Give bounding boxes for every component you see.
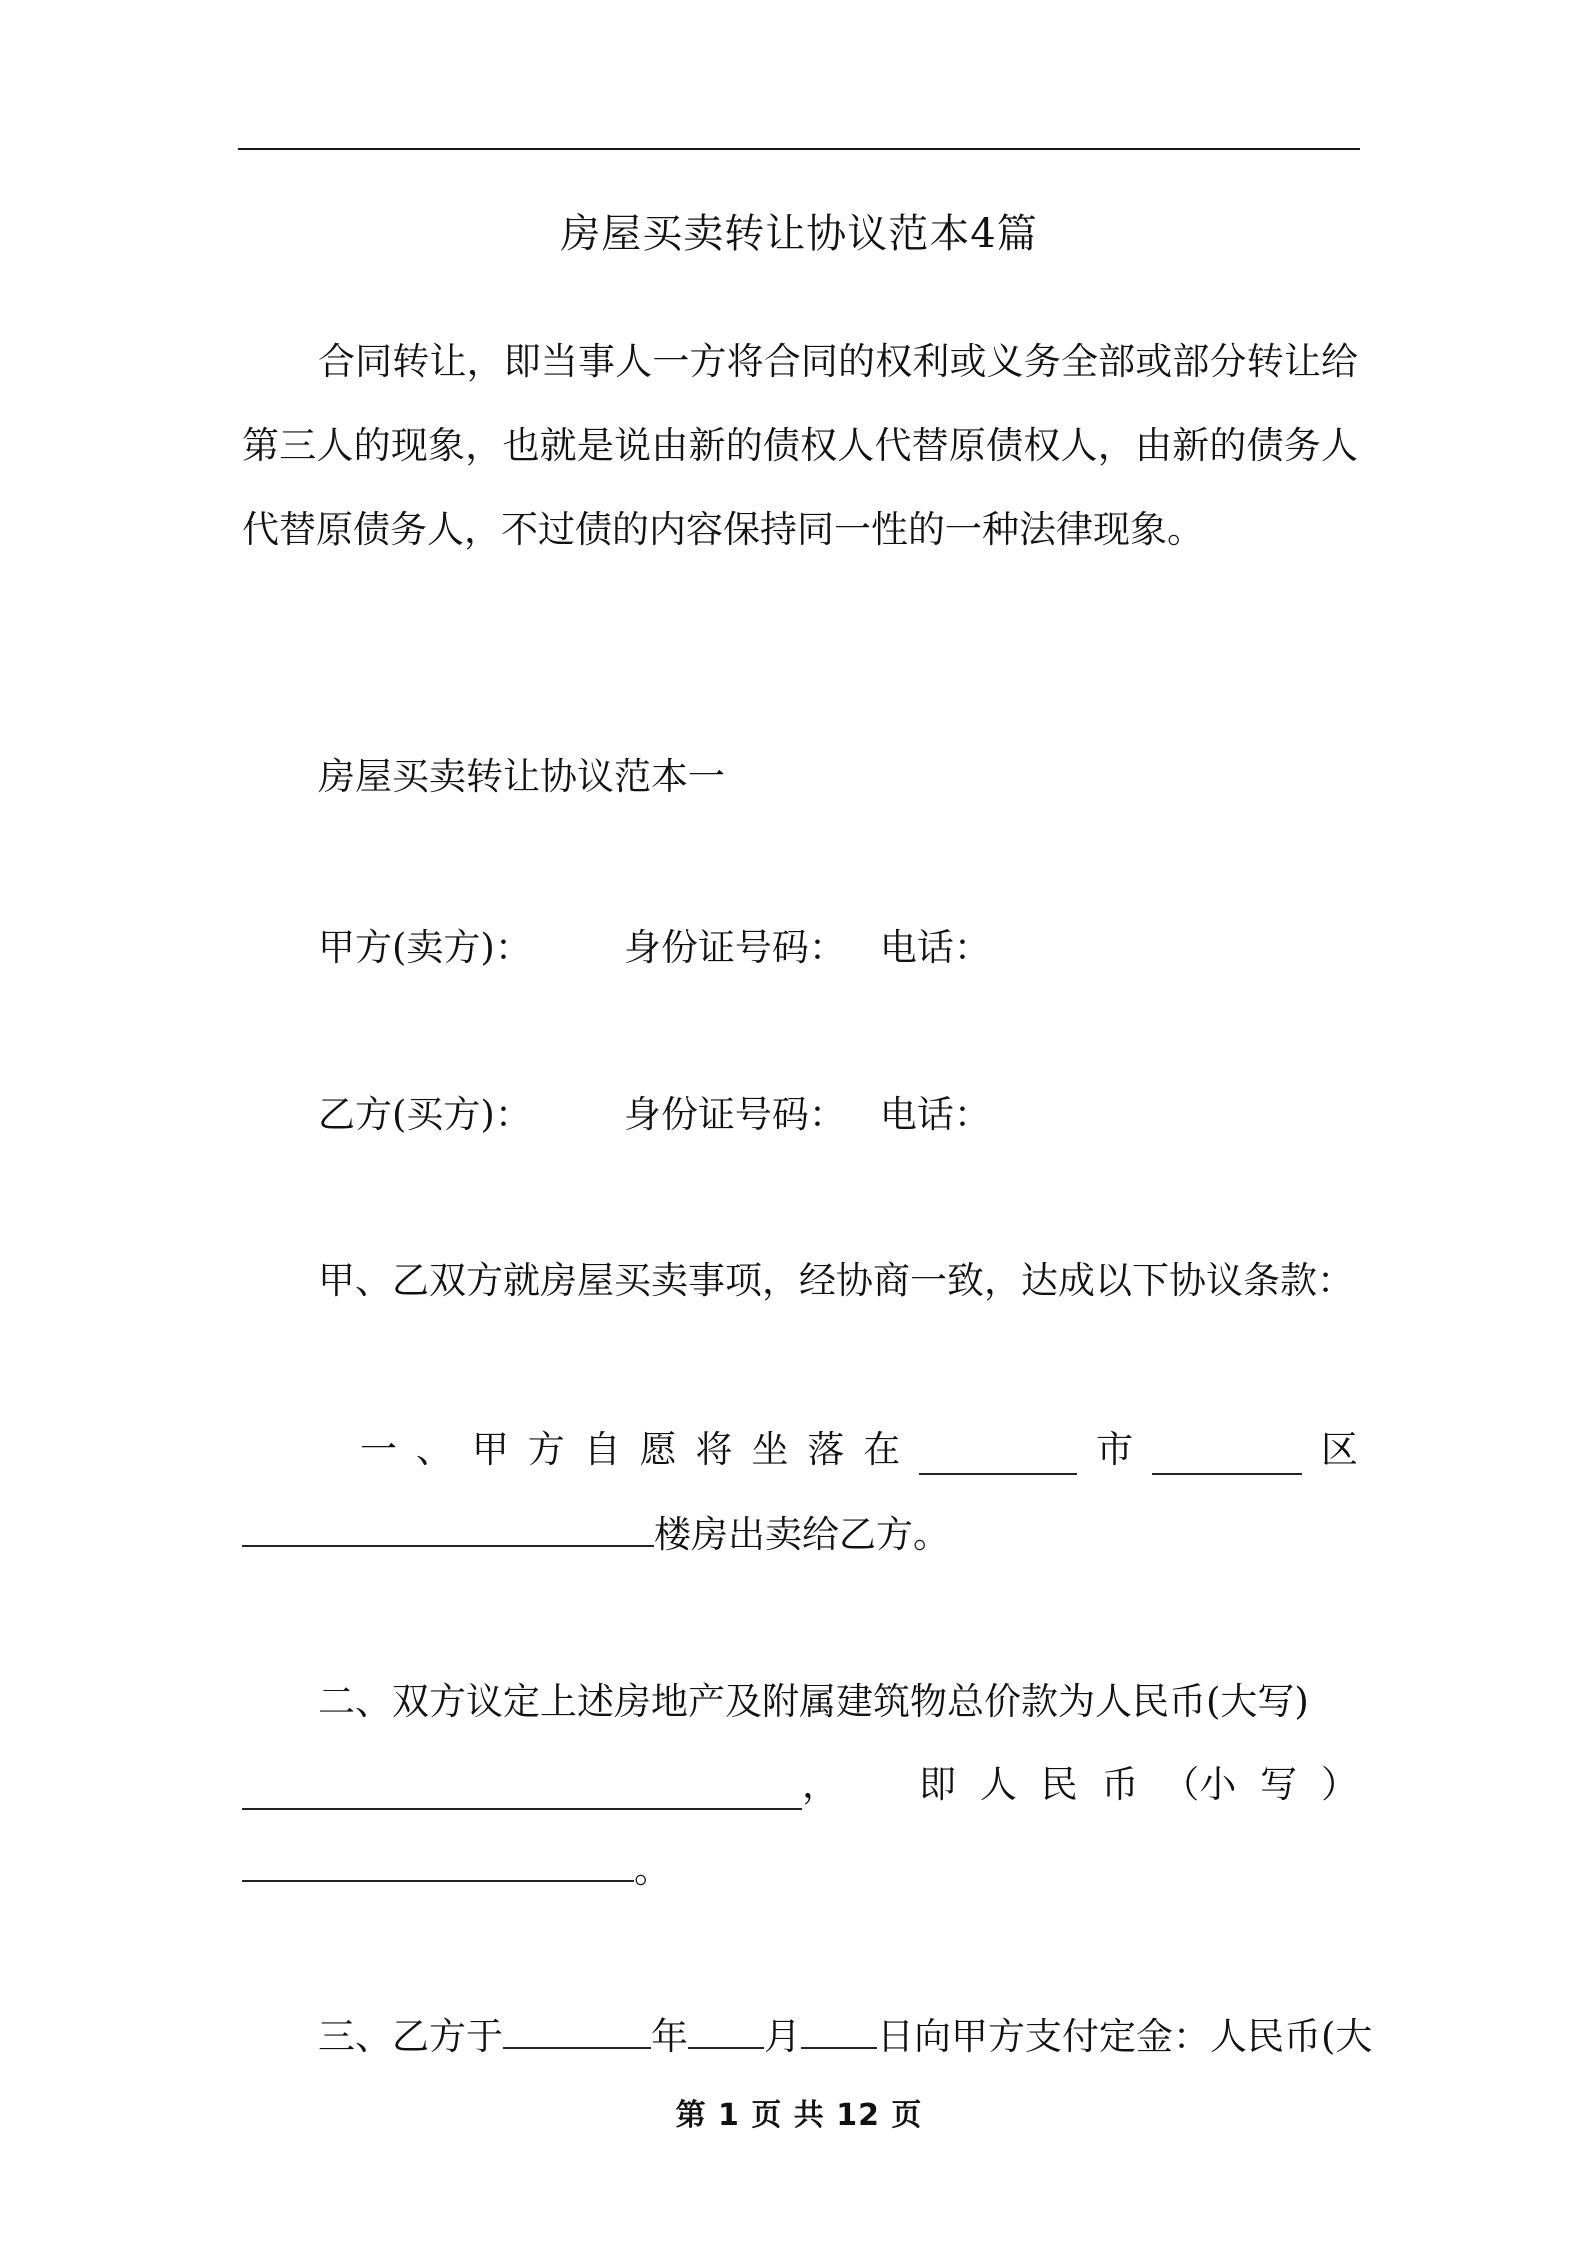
clause1-char: 自 [583, 1428, 621, 1471]
month-blank[interactable] [688, 2013, 764, 2049]
clause2-char: 币 [1101, 1763, 1139, 1806]
clause2-char: 民 [1040, 1763, 1078, 1806]
section-heading: 房屋买卖转让协议范本一 [318, 755, 725, 798]
party-a-phone-label: 电话： [879, 926, 991, 969]
party-b-line [318, 1090, 991, 1140]
district-label: 区 [1320, 1428, 1358, 1471]
party-b-label: 乙方(买方)： [318, 1093, 532, 1136]
clause1-char: 落 [807, 1428, 845, 1471]
clause1-tail: 楼房出卖给乙方。 [654, 1513, 950, 1556]
party-b-id-label: 身份证号码： [623, 1093, 846, 1136]
agreement-line: 甲、乙双方就房屋买卖事项，经协商一致，达成以下协议条款： [318, 1259, 1354, 1302]
clause2-comma: ， [802, 1763, 839, 1806]
clause2-char: 即 [919, 1763, 956, 1806]
clause1-char: 坐 [751, 1428, 789, 1471]
clause1-char: 一 [360, 1428, 397, 1471]
clause2-line1: 二、双方议定上述房地产及附属建筑物总价款为人民币(大写) [318, 1680, 1309, 1723]
year-label: 年 [651, 2015, 688, 2058]
header-rule [238, 148, 1360, 150]
clause3-tail: 日向甲方支付定金：人民币(大 [877, 2015, 1373, 2058]
party-a-line [318, 923, 991, 973]
district-blank[interactable] [1152, 1439, 1302, 1475]
clause2-small-group [919, 1760, 1358, 1810]
clause1-char: 在 [863, 1428, 901, 1471]
intro-paragraph: 合同转让，即当事人一方将合同的权利或义务全部或部分转让给第三人的现象，也就是说由新的债权人代替原债权人，由新的债务人代替原债务人，不过债的内容保持同一性的一种法律现象。 [242, 340, 1358, 551]
clause3-line1 [318, 2012, 1372, 2062]
clause2-line3 [242, 1845, 671, 1895]
clause1-char: 方 [527, 1428, 565, 1471]
clause2-char: 写 [1260, 1763, 1298, 1806]
clause2-char: 人 [979, 1763, 1017, 1806]
clause2-line2 [242, 1760, 1358, 1810]
clause1-line2 [242, 1510, 950, 1560]
clause2-end: 。 [634, 1848, 671, 1891]
clause2-char: ） [1320, 1763, 1358, 1806]
amount-uppercase-blank[interactable] [242, 1774, 802, 1810]
clause3-lead: 三、乙方于 [318, 2015, 503, 2058]
page-footer: 第 1 页 共 12 页 [675, 2098, 923, 2133]
month-label: 月 [764, 2015, 801, 2058]
year-blank[interactable] [503, 2013, 651, 2049]
day-blank[interactable] [801, 2013, 877, 2049]
clause1-char: 将 [695, 1428, 733, 1471]
city-label: 市 [1096, 1428, 1134, 1471]
clause1-char: 愿 [639, 1428, 677, 1471]
clause2-char: （小 [1162, 1763, 1237, 1806]
party-a-label: 甲方(卖方)： [318, 926, 532, 969]
clause1-char: 甲 [471, 1428, 509, 1471]
party-b-phone-label: 电话： [879, 1093, 991, 1136]
clause1-char: 、 [415, 1428, 453, 1471]
clause1-line1 [360, 1425, 1358, 1475]
amount-lowercase-blank[interactable] [242, 1846, 634, 1882]
document-title: 房屋买卖转让协议范本4篇 [560, 211, 1038, 257]
party-a-id-label: 身份证号码： [623, 926, 846, 969]
city-blank[interactable] [919, 1439, 1077, 1475]
building-blank[interactable] [242, 1511, 654, 1547]
